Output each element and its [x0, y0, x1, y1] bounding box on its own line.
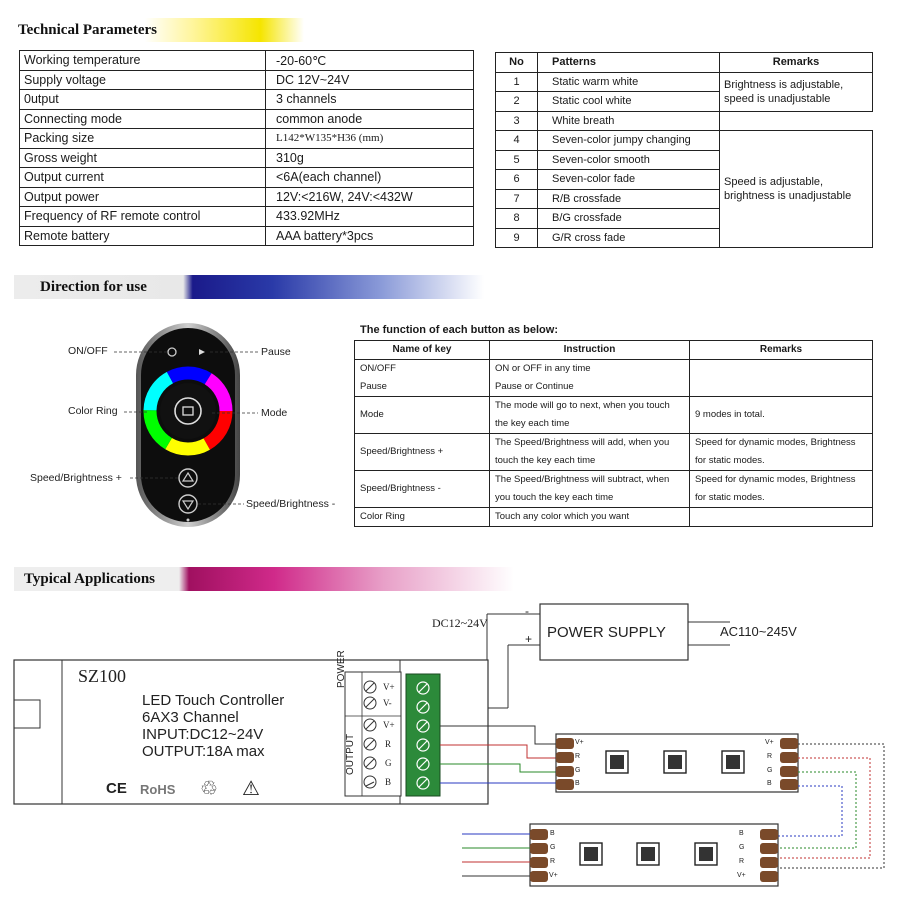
pattern-number: 9 [496, 228, 538, 248]
patterns-header-no: No [496, 53, 538, 73]
label-color-ring: Color Ring [68, 405, 118, 417]
key-instruction: ON or OFF in any time [495, 363, 591, 374]
table-row [496, 72, 873, 92]
strip1-left-vplus: V+ [575, 739, 584, 746]
strip1-left-r: R [575, 753, 581, 760]
strip1-right-r: R [767, 753, 773, 760]
dc-minus-label: - [525, 604, 529, 618]
pattern-number: 3 [496, 111, 538, 131]
pattern-number: 7 [496, 189, 538, 209]
function-header-name: Name of key [355, 341, 490, 360]
pattern-remark: Speed is adjustable, brightness is unadjustable [720, 131, 873, 248]
output-vertical-label: OUTPUT [345, 733, 356, 775]
table-row [355, 508, 873, 527]
ac-voltage-label: AC110~245V [720, 624, 797, 639]
param-value: 310g [266, 148, 474, 168]
key-name: ON/OFF [360, 363, 396, 374]
param-value: 12V:<216W, 24V:<432W [266, 187, 474, 207]
remote-callouts [0, 0, 360, 540]
param-value: 433.92MHz [266, 207, 474, 227]
recycle-icon: ♲ [200, 778, 218, 800]
terminal-out-r: R [385, 739, 392, 749]
key-instruction: The Speed/Brightness will add, when you touch the key each time [490, 434, 690, 471]
strip1-left-b: B [575, 780, 580, 787]
function-table-title: The function of each button as below: [360, 324, 558, 336]
key-instruction: Touch any color which you want [490, 508, 690, 527]
key-remark [690, 360, 873, 397]
controller-desc-4: OUTPUT:18A max [142, 743, 265, 760]
pattern-number: 2 [496, 92, 538, 112]
strip2-right-vplus: V+ [737, 872, 746, 879]
pattern-name: Seven-color fade [538, 170, 720, 190]
pattern-name: Seven-color jumpy changing [538, 131, 720, 151]
key-remark: 9 modes in total. [690, 397, 873, 434]
controller-model: SZ100 [78, 666, 127, 686]
strip1-right-g: G [767, 767, 773, 774]
param-name: Frequency of RF remote control [20, 207, 266, 227]
key-onoff-pause [355, 360, 490, 397]
dc-plus-label: + [525, 632, 533, 646]
key-name: Speed/Brightness - [355, 471, 490, 508]
terminal-out-b: B [385, 777, 392, 787]
pattern-name: Static cool white [538, 92, 720, 112]
key-instruction: Pause or Continue [495, 381, 574, 392]
table-row [496, 111, 873, 131]
dc-voltage-label: DC12~24V [432, 616, 488, 630]
direction-title: Direction for use [40, 279, 147, 295]
label-onoff: ON/OFF [68, 345, 108, 357]
pattern-name: Seven-color smooth [538, 150, 720, 170]
power-supply-label: POWER SUPPLY [547, 624, 666, 641]
strip2-right-b: B [739, 830, 744, 837]
wiring-diagram [0, 595, 900, 900]
key-instruction: The Speed/Brightness will subtract, when you touch the key each time [490, 471, 690, 508]
table-row [355, 360, 873, 397]
param-value: L142*W135*H36 (mm) [266, 129, 474, 149]
patterns-table [495, 52, 873, 248]
param-name: Working temperature [20, 51, 266, 71]
key-name: Pause [360, 381, 387, 392]
param-value: <6A(each channel) [266, 168, 474, 188]
strip2-left-vplus: V+ [549, 872, 558, 879]
key-name: Speed/Brightness + [355, 434, 490, 471]
strip2-left-b: B [550, 830, 555, 837]
pattern-number: 6 [496, 170, 538, 190]
label-mode: Mode [261, 407, 288, 419]
param-value: -20-60℃ [266, 51, 474, 71]
tech-title: Technical Parameters [18, 22, 157, 38]
param-name: Remote battery [20, 226, 266, 246]
param-name: Gross weight [20, 148, 266, 168]
terminal-power-vplus: V+ [383, 682, 395, 692]
ce-mark: CE [106, 780, 127, 797]
strip1-right-vplus: V+ [765, 739, 774, 746]
strip1-right-b: B [767, 780, 772, 787]
pattern-remark: Brightness is adjustable, speed is unadjustable [720, 72, 873, 111]
strip1-left-g: G [575, 767, 581, 774]
pattern-name: B/G crossfade [538, 209, 720, 229]
pattern-number: 4 [496, 131, 538, 151]
pattern-name: R/B crossfade [538, 189, 720, 209]
strip2-left-r: R [550, 858, 556, 865]
pattern-name: G/R cross fade [538, 228, 720, 248]
param-name: Packing size [20, 129, 266, 149]
pattern-number: 5 [496, 150, 538, 170]
param-name: Supply voltage [20, 70, 266, 90]
function-header-instruction: Instruction [490, 341, 690, 360]
pattern-number: 1 [496, 72, 538, 92]
param-name: Output current [20, 168, 266, 188]
terminal-out-g: G [385, 758, 392, 768]
key-instruction: The mode will go to next, when you touch the key each time [490, 397, 690, 434]
apps-title: Typical Applications [24, 571, 156, 587]
param-name: Output power [20, 187, 266, 207]
pattern-number: 8 [496, 209, 538, 229]
terminal-out-vplus: V+ [383, 720, 395, 730]
terminal-power-vminus: V- [383, 698, 392, 708]
function-header-remarks: Remarks [690, 341, 873, 360]
rohs-mark: RoHS [140, 782, 176, 797]
param-name: 0utput [20, 90, 266, 110]
pattern-name: Static warm white [538, 72, 720, 92]
label-speed-minus: Speed/Brightness - [246, 498, 336, 510]
param-value: 3 channels [266, 90, 474, 110]
param-value: AAA battery*3pcs [266, 226, 474, 246]
patterns-header-remarks: Remarks [720, 53, 873, 73]
table-row [355, 434, 873, 471]
table-row [355, 471, 873, 508]
strip2-left-g: G [550, 844, 556, 851]
param-name: Connecting mode [20, 109, 266, 129]
label-pause: Pause [261, 346, 291, 358]
label-speed-plus: Speed/Brightness + [30, 472, 122, 484]
key-remark: Speed for dynamic modes, Brightness for static modes. [690, 471, 873, 508]
controller-desc-3: INPUT:DC12~24V [142, 726, 264, 743]
strip2-right-r: R [739, 858, 745, 865]
table-row [355, 397, 873, 434]
weee-icon: ⚠ [242, 778, 260, 800]
controller-desc-1: LED Touch Controller [142, 692, 285, 709]
key-remark: Speed for dynamic modes, Brightness for static modes. [690, 434, 873, 471]
power-vertical-label: POWER [336, 650, 347, 688]
patterns-header-patterns: Patterns [538, 53, 720, 73]
instr-onoff-pause [490, 360, 690, 397]
param-value: DC 12V~24V [266, 70, 474, 90]
pattern-name: White breath [538, 111, 720, 131]
controller-desc-2: 6AX3 Channel [142, 709, 239, 726]
table-row [496, 131, 873, 151]
function-table [354, 340, 873, 527]
strip2-right-g: G [739, 844, 745, 851]
key-name: Color Ring [355, 508, 490, 527]
key-name: Mode [355, 397, 490, 434]
param-value: common anode [266, 109, 474, 129]
key-remark [690, 508, 873, 527]
